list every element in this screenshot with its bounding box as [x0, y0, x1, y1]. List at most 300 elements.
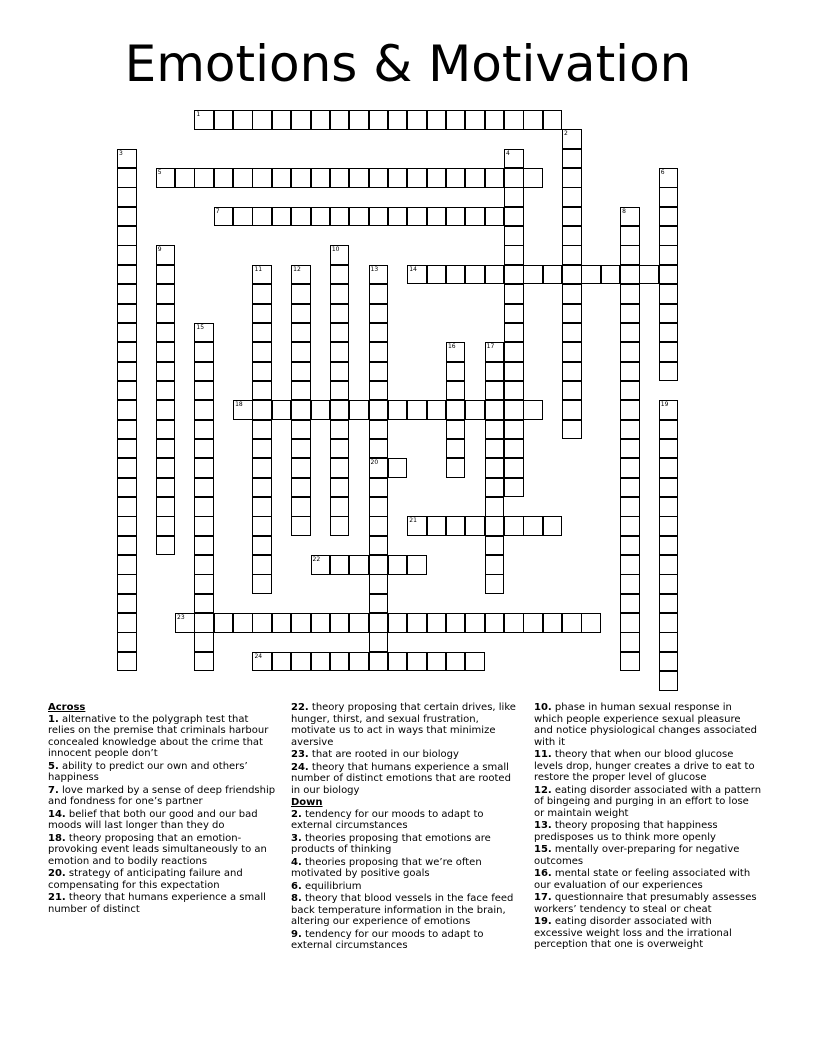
crossword-cell[interactable] [388, 168, 408, 188]
crossword-cell[interactable] [291, 381, 311, 401]
crossword-cell[interactable] [252, 420, 272, 440]
crossword-cell[interactable] [272, 400, 292, 420]
crossword-cell[interactable] [117, 652, 137, 672]
crossword-cell[interactable] [369, 478, 389, 498]
crossword-cell[interactable] [349, 207, 369, 227]
crossword-cell[interactable] [562, 207, 582, 227]
crossword-cell[interactable] [620, 632, 640, 652]
crossword-cell[interactable] [194, 400, 214, 420]
crossword-cell[interactable] [291, 497, 311, 517]
crossword-cell[interactable] [233, 110, 253, 130]
crossword-cell[interactable] [117, 420, 137, 440]
crossword-cell[interactable] [504, 226, 524, 246]
crossword-cell[interactable] [252, 536, 272, 556]
crossword-cell[interactable] [523, 613, 543, 633]
crossword-cell[interactable] [156, 342, 176, 362]
crossword-cell[interactable] [233, 207, 253, 227]
crossword-cell[interactable] [349, 652, 369, 672]
crossword-cell[interactable] [446, 207, 466, 227]
crossword-cell[interactable] [156, 265, 176, 285]
crossword-cell[interactable] [659, 265, 679, 285]
crossword-cell[interactable] [465, 613, 485, 633]
crossword-cell[interactable] [485, 439, 505, 459]
crossword-cell[interactable] [369, 362, 389, 382]
crossword-cell[interactable] [252, 400, 272, 420]
crossword-cell[interactable] [562, 284, 582, 304]
crossword-cell[interactable] [117, 594, 137, 614]
crossword-cell[interactable] [117, 497, 137, 517]
crossword-cell[interactable] [117, 187, 137, 207]
crossword-cell[interactable] [369, 207, 389, 227]
crossword-cell[interactable] [446, 420, 466, 440]
crossword-cell[interactable] [485, 478, 505, 498]
crossword-cell[interactable] [388, 400, 408, 420]
crossword-cell[interactable] [465, 400, 485, 420]
crossword-cell[interactable] [117, 613, 137, 633]
crossword-cell[interactable] [543, 516, 563, 536]
crossword-cell[interactable] [446, 516, 466, 536]
crossword-cell[interactable] [369, 284, 389, 304]
crossword-cell[interactable] [659, 555, 679, 575]
crossword-cell[interactable] [446, 439, 466, 459]
crossword-cell[interactable] [620, 207, 640, 227]
crossword-cell[interactable] [446, 652, 466, 672]
crossword-cell[interactable] [369, 110, 389, 130]
crossword-cell[interactable] [252, 304, 272, 324]
crossword-cell[interactable] [620, 381, 640, 401]
crossword-cell[interactable] [272, 652, 292, 672]
crossword-cell[interactable] [330, 304, 350, 324]
crossword-cell[interactable] [620, 342, 640, 362]
crossword-cell[interactable] [562, 342, 582, 362]
crossword-cell[interactable] [156, 420, 176, 440]
crossword-cell[interactable] [620, 478, 640, 498]
crossword-cell[interactable] [330, 168, 350, 188]
crossword-cell[interactable] [659, 168, 679, 188]
crossword-cell[interactable] [156, 381, 176, 401]
crossword-cell[interactable] [194, 632, 214, 652]
crossword-cell[interactable] [252, 613, 272, 633]
crossword-cell[interactable] [291, 516, 311, 536]
crossword-cell[interactable] [291, 458, 311, 478]
crossword-cell[interactable] [659, 284, 679, 304]
crossword-cell[interactable] [233, 400, 253, 420]
crossword-cell[interactable] [117, 536, 137, 556]
crossword-cell[interactable] [272, 168, 292, 188]
crossword-cell[interactable] [330, 478, 350, 498]
crossword-cell[interactable] [291, 110, 311, 130]
crossword-cell[interactable] [388, 458, 408, 478]
crossword-cell[interactable] [407, 400, 427, 420]
crossword-cell[interactable] [620, 652, 640, 672]
crossword-cell[interactable] [504, 613, 524, 633]
crossword-cell[interactable] [369, 536, 389, 556]
crossword-cell[interactable] [330, 420, 350, 440]
crossword-cell[interactable] [659, 420, 679, 440]
crossword-cell[interactable] [117, 226, 137, 246]
crossword-cell[interactable] [659, 342, 679, 362]
crossword-cell[interactable] [581, 265, 601, 285]
crossword-cell[interactable] [504, 420, 524, 440]
crossword-cell[interactable] [523, 400, 543, 420]
crossword-cell[interactable] [330, 265, 350, 285]
crossword-cell[interactable] [369, 652, 389, 672]
crossword-cell[interactable] [388, 207, 408, 227]
crossword-cell[interactable] [485, 536, 505, 556]
crossword-cell[interactable] [291, 362, 311, 382]
crossword-cell[interactable] [427, 207, 447, 227]
crossword-cell[interactable] [504, 478, 524, 498]
crossword-cell[interactable] [659, 439, 679, 459]
crossword-cell[interactable] [214, 207, 234, 227]
crossword-cell[interactable] [485, 458, 505, 478]
crossword-cell[interactable] [659, 478, 679, 498]
crossword-cell[interactable] [485, 381, 505, 401]
crossword-cell[interactable] [311, 652, 331, 672]
crossword-cell[interactable] [194, 555, 214, 575]
crossword-cell[interactable] [485, 400, 505, 420]
crossword-cell[interactable] [485, 574, 505, 594]
crossword-cell[interactable] [311, 555, 331, 575]
crossword-cell[interactable] [543, 613, 563, 633]
crossword-cell[interactable] [562, 245, 582, 265]
crossword-cell[interactable] [156, 478, 176, 498]
crossword-cell[interactable] [330, 497, 350, 517]
crossword-cell[interactable] [369, 381, 389, 401]
crossword-cell[interactable] [117, 168, 137, 188]
crossword-cell[interactable] [659, 187, 679, 207]
crossword-cell[interactable] [291, 342, 311, 362]
crossword-cell[interactable] [620, 439, 640, 459]
crossword-cell[interactable] [214, 613, 234, 633]
crossword-cell[interactable] [581, 613, 601, 633]
crossword-cell[interactable] [504, 323, 524, 343]
crossword-cell[interactable] [156, 245, 176, 265]
crossword-cell[interactable] [620, 226, 640, 246]
crossword-cell[interactable] [659, 400, 679, 420]
crossword-cell[interactable] [485, 420, 505, 440]
crossword-cell[interactable] [194, 516, 214, 536]
crossword-cell[interactable] [194, 497, 214, 517]
crossword-cell[interactable] [369, 168, 389, 188]
crossword-cell[interactable] [311, 168, 331, 188]
crossword-cell[interactable] [659, 304, 679, 324]
crossword-cell[interactable] [194, 362, 214, 382]
crossword-cell[interactable] [562, 420, 582, 440]
crossword-cell[interactable] [369, 439, 389, 459]
crossword-cell[interactable] [369, 304, 389, 324]
crossword-cell[interactable] [601, 265, 621, 285]
crossword-cell[interactable] [369, 458, 389, 478]
crossword-cell[interactable] [485, 168, 505, 188]
crossword-cell[interactable] [330, 110, 350, 130]
crossword-cell[interactable] [620, 284, 640, 304]
crossword-cell[interactable] [446, 265, 466, 285]
crossword-cell[interactable] [407, 652, 427, 672]
crossword-cell[interactable] [330, 207, 350, 227]
crossword-cell[interactable] [291, 420, 311, 440]
crossword-cell[interactable] [388, 613, 408, 633]
crossword-cell[interactable] [659, 652, 679, 672]
crossword-cell[interactable] [504, 110, 524, 130]
crossword-cell[interactable] [117, 362, 137, 382]
crossword-cell[interactable] [446, 400, 466, 420]
crossword-cell[interactable] [291, 207, 311, 227]
crossword-cell[interactable] [291, 168, 311, 188]
crossword-cell[interactable] [214, 168, 234, 188]
crossword-cell[interactable] [446, 168, 466, 188]
crossword-cell[interactable] [446, 458, 466, 478]
crossword-cell[interactable] [504, 245, 524, 265]
crossword-cell[interactable] [485, 362, 505, 382]
crossword-cell[interactable] [562, 362, 582, 382]
crossword-cell[interactable] [291, 439, 311, 459]
crossword-cell[interactable] [562, 381, 582, 401]
crossword-cell[interactable] [465, 516, 485, 536]
crossword-cell[interactable] [562, 226, 582, 246]
crossword-cell[interactable] [659, 613, 679, 633]
crossword-cell[interactable] [291, 400, 311, 420]
crossword-cell[interactable] [562, 149, 582, 169]
crossword-cell[interactable] [543, 265, 563, 285]
crossword-cell[interactable] [214, 110, 234, 130]
crossword-cell[interactable] [330, 381, 350, 401]
crossword-cell[interactable] [330, 284, 350, 304]
crossword-cell[interactable] [620, 536, 640, 556]
crossword-cell[interactable] [388, 555, 408, 575]
crossword-cell[interactable] [156, 304, 176, 324]
crossword-cell[interactable] [562, 265, 582, 285]
crossword-cell[interactable] [562, 129, 582, 149]
crossword-cell[interactable] [659, 245, 679, 265]
crossword-cell[interactable] [330, 400, 350, 420]
crossword-cell[interactable] [330, 555, 350, 575]
crossword-cell[interactable] [485, 265, 505, 285]
crossword-cell[interactable] [291, 323, 311, 343]
crossword-cell[interactable] [659, 323, 679, 343]
crossword-cell[interactable] [252, 110, 272, 130]
crossword-cell[interactable] [523, 168, 543, 188]
crossword-cell[interactable] [504, 362, 524, 382]
crossword-cell[interactable] [369, 342, 389, 362]
crossword-cell[interactable] [504, 400, 524, 420]
crossword-cell[interactable] [659, 594, 679, 614]
crossword-cell[interactable] [659, 497, 679, 517]
crossword-cell[interactable] [523, 516, 543, 536]
crossword-cell[interactable] [427, 110, 447, 130]
crossword-cell[interactable] [562, 323, 582, 343]
crossword-cell[interactable] [446, 342, 466, 362]
crossword-cell[interactable] [620, 362, 640, 382]
crossword-cell[interactable] [252, 362, 272, 382]
crossword-cell[interactable] [562, 304, 582, 324]
crossword-cell[interactable] [620, 400, 640, 420]
crossword-cell[interactable] [349, 555, 369, 575]
crossword-cell[interactable] [117, 284, 137, 304]
crossword-cell[interactable] [504, 342, 524, 362]
crossword-cell[interactable] [117, 304, 137, 324]
crossword-cell[interactable] [504, 168, 524, 188]
crossword-cell[interactable] [427, 613, 447, 633]
crossword-cell[interactable] [349, 400, 369, 420]
crossword-cell[interactable] [117, 207, 137, 227]
crossword-cell[interactable] [156, 458, 176, 478]
crossword-cell[interactable] [446, 110, 466, 130]
crossword-cell[interactable] [330, 613, 350, 633]
crossword-cell[interactable] [427, 652, 447, 672]
crossword-cell[interactable] [194, 458, 214, 478]
crossword-cell[interactable] [427, 400, 447, 420]
crossword-cell[interactable] [291, 613, 311, 633]
crossword-cell[interactable] [291, 284, 311, 304]
crossword-cell[interactable] [543, 110, 563, 130]
crossword-cell[interactable] [291, 265, 311, 285]
crossword-cell[interactable] [369, 400, 389, 420]
crossword-cell[interactable] [562, 400, 582, 420]
crossword-cell[interactable] [252, 652, 272, 672]
crossword-cell[interactable] [504, 187, 524, 207]
crossword-cell[interactable] [252, 478, 272, 498]
crossword-cell[interactable] [504, 149, 524, 169]
crossword-cell[interactable] [252, 207, 272, 227]
crossword-cell[interactable] [620, 458, 640, 478]
crossword-cell[interactable] [485, 207, 505, 227]
crossword-cell[interactable] [485, 516, 505, 536]
crossword-cell[interactable] [659, 632, 679, 652]
crossword-cell[interactable] [252, 439, 272, 459]
crossword-cell[interactable] [272, 207, 292, 227]
crossword-cell[interactable] [562, 168, 582, 188]
crossword-cell[interactable] [620, 555, 640, 575]
crossword-cell[interactable] [562, 187, 582, 207]
crossword-cell[interactable] [485, 555, 505, 575]
crossword-cell[interactable] [330, 652, 350, 672]
crossword-cell[interactable] [117, 478, 137, 498]
crossword-cell[interactable] [156, 497, 176, 517]
crossword-cell[interactable] [659, 516, 679, 536]
crossword-cell[interactable] [620, 323, 640, 343]
crossword-cell[interactable] [485, 613, 505, 633]
crossword-cell[interactable] [291, 652, 311, 672]
crossword-cell[interactable] [194, 168, 214, 188]
crossword-cell[interactable] [194, 652, 214, 672]
crossword-cell[interactable] [117, 342, 137, 362]
crossword-cell[interactable] [233, 613, 253, 633]
crossword-cell[interactable] [330, 516, 350, 536]
crossword-cell[interactable] [427, 265, 447, 285]
crossword-cell[interactable] [194, 613, 214, 633]
crossword-cell[interactable] [117, 516, 137, 536]
crossword-cell[interactable] [252, 516, 272, 536]
crossword-cell[interactable] [465, 168, 485, 188]
crossword-cell[interactable] [330, 245, 350, 265]
crossword-cell[interactable] [252, 574, 272, 594]
crossword-cell[interactable] [659, 362, 679, 382]
crossword-cell[interactable] [252, 381, 272, 401]
crossword-cell[interactable] [349, 168, 369, 188]
crossword-cell[interactable] [156, 439, 176, 459]
crossword-cell[interactable] [369, 516, 389, 536]
crossword-cell[interactable] [504, 207, 524, 227]
crossword-cell[interactable] [194, 536, 214, 556]
crossword-cell[interactable] [175, 613, 195, 633]
crossword-cell[interactable] [485, 342, 505, 362]
crossword-cell[interactable] [156, 516, 176, 536]
crossword-cell[interactable] [465, 652, 485, 672]
crossword-cell[interactable] [369, 497, 389, 517]
crossword-cell[interactable] [485, 110, 505, 130]
crossword-cell[interactable] [639, 265, 659, 285]
crossword-cell[interactable] [369, 555, 389, 575]
crossword-cell[interactable] [465, 110, 485, 130]
crossword-cell[interactable] [620, 245, 640, 265]
crossword-cell[interactable] [252, 497, 272, 517]
crossword-cell[interactable] [446, 381, 466, 401]
crossword-cell[interactable] [252, 555, 272, 575]
crossword-cell[interactable] [369, 574, 389, 594]
crossword-cell[interactable] [156, 323, 176, 343]
crossword-cell[interactable] [156, 400, 176, 420]
crossword-cell[interactable] [407, 110, 427, 130]
crossword-cell[interactable] [117, 323, 137, 343]
crossword-cell[interactable] [504, 304, 524, 324]
crossword-cell[interactable] [117, 245, 137, 265]
crossword-cell[interactable] [194, 381, 214, 401]
crossword-cell[interactable] [291, 478, 311, 498]
crossword-cell[interactable] [194, 574, 214, 594]
crossword-cell[interactable] [620, 613, 640, 633]
crossword-cell[interactable] [620, 594, 640, 614]
crossword-cell[interactable] [659, 226, 679, 246]
crossword-cell[interactable] [330, 323, 350, 343]
crossword-cell[interactable] [620, 265, 640, 285]
crossword-cell[interactable] [156, 284, 176, 304]
crossword-cell[interactable] [659, 574, 679, 594]
crossword-cell[interactable] [504, 381, 524, 401]
crossword-cell[interactable] [659, 207, 679, 227]
crossword-cell[interactable] [330, 439, 350, 459]
crossword-cell[interactable] [620, 574, 640, 594]
crossword-cell[interactable] [504, 458, 524, 478]
crossword-cell[interactable] [620, 497, 640, 517]
crossword-cell[interactable] [117, 574, 137, 594]
crossword-cell[interactable] [523, 265, 543, 285]
crossword-cell[interactable] [194, 478, 214, 498]
crossword-cell[interactable] [117, 265, 137, 285]
crossword-cell[interactable] [156, 168, 176, 188]
crossword-cell[interactable] [369, 265, 389, 285]
crossword-cell[interactable] [330, 342, 350, 362]
crossword-cell[interactable] [369, 632, 389, 652]
crossword-cell[interactable] [117, 439, 137, 459]
crossword-cell[interactable] [272, 110, 292, 130]
crossword-cell[interactable] [369, 594, 389, 614]
crossword-cell[interactable] [194, 420, 214, 440]
crossword-cell[interactable] [504, 439, 524, 459]
crossword-cell[interactable] [311, 613, 331, 633]
crossword-cell[interactable] [252, 168, 272, 188]
crossword-cell[interactable] [330, 458, 350, 478]
crossword-cell[interactable] [388, 110, 408, 130]
crossword-cell[interactable] [311, 400, 331, 420]
crossword-cell[interactable] [504, 284, 524, 304]
crossword-cell[interactable] [465, 265, 485, 285]
crossword-cell[interactable] [291, 304, 311, 324]
crossword-cell[interactable] [194, 594, 214, 614]
crossword-cell[interactable] [252, 284, 272, 304]
crossword-cell[interactable] [156, 536, 176, 556]
crossword-cell[interactable] [156, 362, 176, 382]
